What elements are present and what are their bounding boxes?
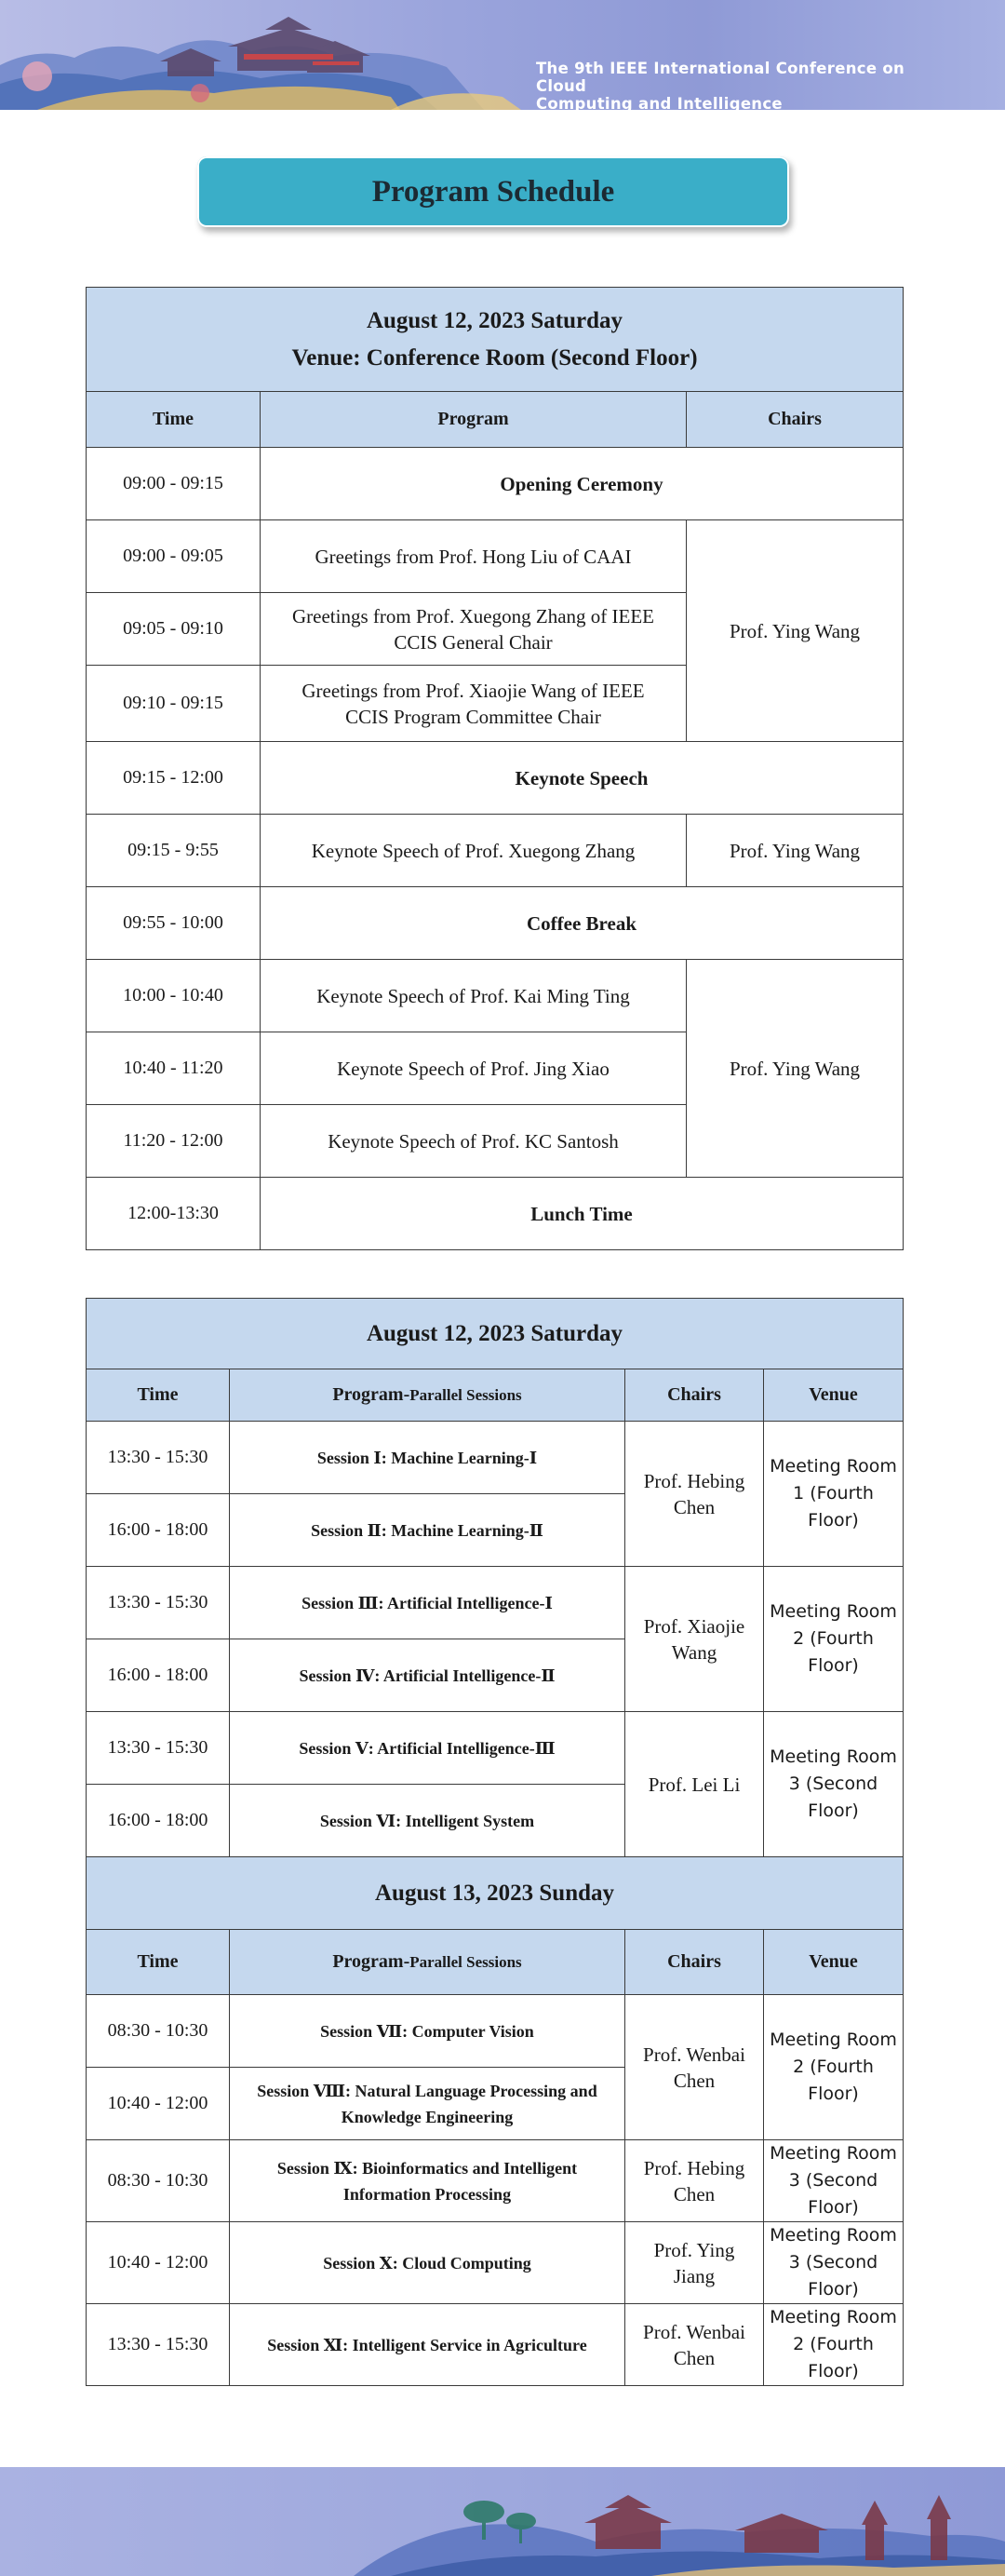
chair-cell: Prof. Lei Li (625, 1712, 764, 1857)
program-cell: Keynote Speech of Prof. KC Santosh (261, 1105, 687, 1178)
chair-cell: Prof. Ying Wang (687, 520, 904, 742)
session-cell: Session Ⅺ: Intelligent Service in Agriculture (230, 2304, 625, 2386)
table-row (87, 1567, 904, 1639)
col-header-program-label: Program- (332, 1384, 410, 1405)
time-cell: 09:05 - 09:10 (87, 593, 261, 666)
time-cell: 10:40 - 11:20 (87, 1032, 261, 1105)
col-header-venue: Venue (764, 1930, 904, 1995)
table1-venue: Venue: Conference Room (Second Floor) (291, 344, 698, 371)
session-cell: Session Ⅴ: Artificial Intelligence-Ⅲ (230, 1712, 625, 1785)
chair-cell: Prof. Wenbai Chen (625, 2304, 764, 2386)
table-row (87, 887, 904, 960)
time-cell: 10:00 - 10:40 (87, 960, 261, 1032)
table1-date-header (87, 288, 904, 392)
time-cell: 13:30 - 15:30 (87, 1422, 230, 1494)
program-cell: Keynote Speech of Prof. Kai Ming Ting (261, 960, 687, 1032)
page-title: Program Schedule (371, 174, 615, 209)
session-cell: Session Ⅲ: Artificial Intelligence-Ⅰ (230, 1567, 625, 1639)
col-header-chairs: Chairs (625, 1369, 764, 1422)
session-cell: Session Ⅳ: Artificial Intelligence-Ⅱ (230, 1639, 625, 1712)
table-row (87, 2140, 904, 2222)
plenary-schedule-table (86, 287, 904, 1250)
session-cell: Session Ⅷ: Natural Language Processing and Knowledge Engineering (230, 2068, 625, 2140)
program-cell: Coffee Break (261, 887, 904, 960)
table-row (87, 2222, 904, 2304)
conference-title-line1: The 9th IEEE International Conference on Cloud (536, 60, 905, 95)
table-row (87, 1995, 904, 2068)
program-cell: Opening Ceremony (261, 448, 904, 520)
program-cell: Keynote Speech of Prof. Xuegong Zhang (261, 815, 687, 887)
time-cell: 12:00-13:30 (87, 1178, 261, 1250)
table-row (87, 960, 904, 1032)
col-header-chairs: Chairs (625, 1930, 764, 1995)
col-header-venue: Venue (764, 1369, 904, 1422)
table-row (87, 448, 904, 520)
time-cell: 13:30 - 15:30 (87, 1712, 230, 1785)
time-cell: 10:40 - 12:00 (87, 2068, 230, 2140)
col-header-time: Time (87, 1930, 230, 1995)
time-cell: 08:30 - 10:30 (87, 1995, 230, 2068)
footer-landscape-illustration (0, 2467, 1005, 2576)
chair-cell: Prof. Ying Wang (687, 815, 904, 887)
program-cell: Greetings from Prof. Hong Liu of CAAI (261, 520, 687, 593)
col-header-time: Time (87, 1369, 230, 1422)
chair-cell: Prof. Xiaojie Wang (625, 1567, 764, 1712)
program-cell: Lunch Time (261, 1178, 904, 1250)
session-cell: Session Ⅰ: Machine Learning-Ⅰ (230, 1422, 625, 1494)
program-cell: Keynote Speech of Prof. Jing Xiao (261, 1032, 687, 1105)
table-row (87, 1712, 904, 1785)
footer-banner (0, 2467, 1005, 2576)
col-header-program-sub: Parallel Sessions (409, 1953, 522, 1971)
col-header-program-sub: Parallel Sessions (409, 1386, 522, 1404)
table1-date: August 12, 2023 Saturday (366, 307, 623, 333)
program-cell: Greetings from Prof. Xiaojie Wang of IEEE CCIS Program Committee Chair (261, 666, 687, 742)
header-banner (0, 0, 1005, 130)
time-cell: 16:00 - 18:00 (87, 1639, 230, 1712)
time-cell: 16:00 - 18:00 (87, 1494, 230, 1567)
venue-cell: Meeting Room 3 (Second Floor) (764, 2140, 904, 2222)
chair-cell: Prof. Wenbai Chen (625, 1995, 764, 2140)
table-row (87, 520, 904, 593)
session-cell: Session Ⅱ: Machine Learning-Ⅱ (230, 1494, 625, 1567)
time-cell: 13:30 - 15:30 (87, 2304, 230, 2386)
venue-cell: Meeting Room 3 (Second Floor) (764, 2222, 904, 2304)
chair-cell: Prof. Ying Jiang (625, 2222, 764, 2304)
venue-cell: Meeting Room 2 (Fourth Floor) (764, 1995, 904, 2140)
table-row (87, 742, 904, 815)
col-header-program: Program (261, 392, 687, 448)
time-cell: 09:00 - 09:05 (87, 520, 261, 593)
time-cell: 09:15 - 12:00 (87, 742, 261, 815)
col-header-program (230, 1930, 625, 1995)
time-cell: 09:10 - 09:15 (87, 666, 261, 742)
conference-title-line2: Computing and Intelligence Systems(CCIS2023) (536, 95, 783, 130)
table-row (87, 1422, 904, 1494)
table-row (87, 2304, 904, 2386)
time-cell: 16:00 - 18:00 (87, 1785, 230, 1857)
day1-date-header: August 12, 2023 Saturday (87, 1299, 904, 1369)
conference-title (536, 60, 927, 130)
time-cell: 10:40 - 12:00 (87, 2222, 230, 2304)
program-cell: Keynote Speech (261, 742, 904, 815)
venue-cell: Meeting Room 2 (Fourth Floor) (764, 2304, 904, 2386)
time-cell: 13:30 - 15:30 (87, 1567, 230, 1639)
session-cell: Session Ⅶ: Computer Vision (230, 1995, 625, 2068)
venue-cell: Meeting Room 3 (Second Floor) (764, 1712, 904, 1857)
session-cell: Session Ⅵ: Intelligent System (230, 1785, 625, 1857)
time-cell: 09:55 - 10:00 (87, 887, 261, 960)
time-cell: 08:30 - 10:30 (87, 2140, 230, 2222)
session-cell: Session Ⅹ: Cloud Computing (230, 2222, 625, 2304)
venue-cell: Meeting Room 1 (Fourth Floor) (764, 1422, 904, 1567)
time-cell: 09:15 - 9:55 (87, 815, 261, 887)
parallel-sessions-table (86, 1298, 904, 2386)
chair-cell: Prof. Hebing Chen (625, 1422, 764, 1567)
venue-cell: Meeting Room 2 (Fourth Floor) (764, 1567, 904, 1712)
page-title-box (197, 156, 789, 227)
table-row (87, 815, 904, 887)
time-cell: 09:00 - 09:15 (87, 448, 261, 520)
time-cell: 11:20 - 12:00 (87, 1105, 261, 1178)
col-header-time: Time (87, 392, 261, 448)
day2-date-header: August 13, 2023 Sunday (87, 1857, 904, 1930)
session-cell: Session Ⅸ: Bioinformatics and Intelligent Information Processing (230, 2140, 625, 2222)
table-row (87, 1178, 904, 1250)
program-cell: Greetings from Prof. Xuegong Zhang of IEEE CCIS General Chair (261, 593, 687, 666)
col-header-program-label: Program- (332, 1951, 410, 1972)
col-header-program (230, 1369, 625, 1422)
col-header-chairs: Chairs (687, 392, 904, 448)
chair-cell: Prof. Hebing Chen (625, 2140, 764, 2222)
chair-cell: Prof. Ying Wang (687, 960, 904, 1178)
